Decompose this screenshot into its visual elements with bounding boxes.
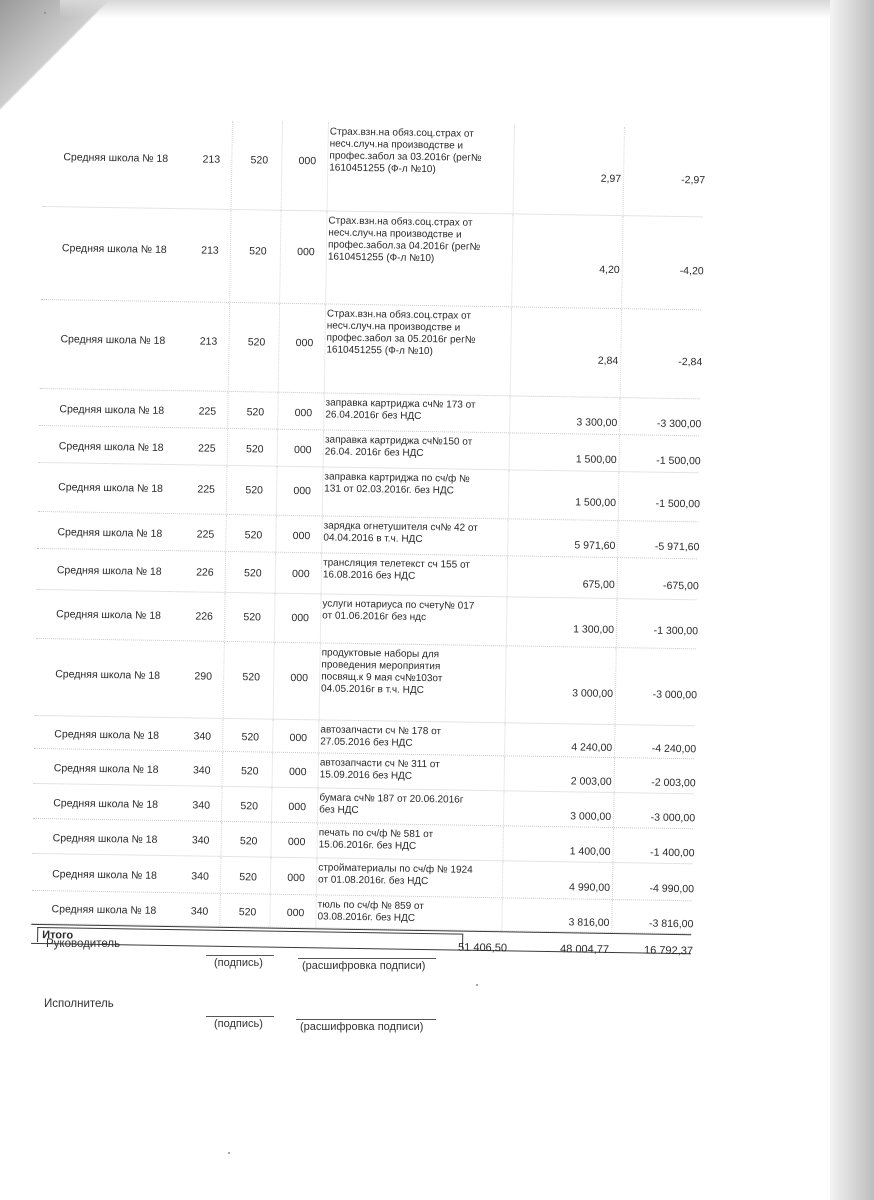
column-divider xyxy=(271,788,273,822)
executor-signature-line xyxy=(206,1016,274,1017)
kosgu-code-cell: 225 xyxy=(197,442,216,455)
negative-amount-cell: -1 500,00 xyxy=(655,497,701,511)
column-divider xyxy=(231,121,233,209)
negative-amount-cell: -3 000,00 xyxy=(650,811,696,825)
column-divider xyxy=(511,214,513,306)
sub-code-cell: 000 xyxy=(291,611,310,625)
budget-code-cell: 520 xyxy=(250,154,269,167)
school-name-cell: Средняя школа № 18 xyxy=(53,762,159,776)
description-cell: заправка картриджа сч№ 173 от 26.04.2016г без НДС xyxy=(325,397,476,422)
column-divider xyxy=(508,470,510,518)
budget-code-cell: 520 xyxy=(245,484,264,497)
negative-amount-cell: -2,97 xyxy=(681,174,706,187)
column-divider xyxy=(618,472,620,520)
amount-cell: 2,97 xyxy=(600,172,622,186)
school-name-cell: Средняя школа № 18 xyxy=(58,440,164,454)
description-cell: заправка картриджа сч№150 от 26.04. 2016г без НДС xyxy=(324,434,473,460)
column-divider xyxy=(272,720,274,752)
description-cell: автозапчасти сч № 178 от 27.05.2016 без НДС xyxy=(320,724,442,749)
description-cell: Страх.взн.на обяз.соц.страх от несч.случ.на производстве и профес.забол.за 04.2016г (рег№ 1610451255 (Ф-л №10) xyxy=(327,215,481,265)
negative-amount-cell: -5 971,60 xyxy=(654,540,700,554)
amount-cell: 1 500,00 xyxy=(575,496,617,510)
description-cell: продуктовые наборы для проведения мероприятия посвящ.к 9 мая сч№103от 04.05.2016г в т.ч. НДС xyxy=(320,647,443,697)
total-label: Итого xyxy=(37,927,463,949)
amount-cell: 675,00 xyxy=(582,578,615,592)
school-name-cell: Средняя школа № 18 xyxy=(55,668,161,682)
amount-cell: 2 003,00 xyxy=(570,775,612,788)
school-name-cell: Средняя школа № 18 xyxy=(59,403,165,417)
amount-cell: 4,20 xyxy=(599,263,620,277)
negative-amount-cell: -2 003,00 xyxy=(651,776,696,790)
column-divider xyxy=(277,430,279,466)
column-divider xyxy=(224,593,226,641)
column-divider xyxy=(223,642,225,718)
description-cell: услуги нотариуса по счету№ 017 от 01.06.2016г без ндс xyxy=(322,598,475,624)
kosgu-code-cell: 226 xyxy=(195,610,214,623)
kosgu-code-cell: 225 xyxy=(198,405,217,418)
total-col1: 51 406,50 xyxy=(457,941,508,955)
column-divider xyxy=(222,752,224,786)
budget-code-cell: 520 xyxy=(243,611,262,624)
sub-code-cell: 000 xyxy=(290,671,309,685)
school-name-cell: Средняя школа № 18 xyxy=(51,903,157,917)
budget-code-cell: 520 xyxy=(249,245,267,258)
scan-right-edge xyxy=(830,0,874,1200)
school-name-cell: Средняя школа № 18 xyxy=(54,728,160,742)
column-divider xyxy=(221,787,223,821)
budget-code-cell: 520 xyxy=(241,731,260,744)
description-cell: Страх.взн.на обяз.соц.страх от несч.случ.на производстве и профес.забол за 03.2016г (рег№ 1610451255 (Ф-л №10) xyxy=(329,126,482,176)
table-row xyxy=(43,118,704,217)
budget-code-cell: 520 xyxy=(240,800,259,813)
negative-amount-cell: -4,20 xyxy=(679,265,704,278)
description-cell: печать по сч/ф № 581 от 15.06.2016г. без НДС xyxy=(318,827,434,852)
sub-code-cell: 000 xyxy=(286,906,305,920)
column-divider xyxy=(275,553,277,593)
total-col2: 48 004,77 xyxy=(559,943,610,956)
scan-top-shadow xyxy=(60,0,840,18)
negative-amount-cell: -4 240,00 xyxy=(651,742,697,756)
sub-code-cell: 000 xyxy=(292,567,310,581)
column-divider xyxy=(225,515,227,551)
column-divider xyxy=(507,556,509,596)
budget-code-cell: 520 xyxy=(239,835,258,848)
sub-code-cell: 000 xyxy=(288,800,307,814)
column-divider xyxy=(274,594,276,642)
column-divider xyxy=(272,753,274,787)
column-divider xyxy=(227,429,229,465)
negative-amount-cell: -3 000,00 xyxy=(652,688,698,702)
negative-amount-cell: -4 990,00 xyxy=(649,882,695,896)
executor-decode-caption: (расшифровка подписи) xyxy=(300,1021,424,1033)
executor-decode-line xyxy=(296,1019,436,1020)
executor-signature-caption: (подпись) xyxy=(214,1018,263,1030)
amount-cell: 4 240,00 xyxy=(571,741,613,755)
school-name-cell: Средняя школа № 18 xyxy=(53,797,159,811)
budget-code-cell: 520 xyxy=(245,443,264,456)
sub-code-cell: 000 xyxy=(297,245,315,259)
kosgu-code-cell: 225 xyxy=(197,483,216,496)
sub-code-cell: 000 xyxy=(287,871,305,885)
column-divider xyxy=(222,719,224,751)
description-cell: трансляция телетекст сч 155 от 16.08.2016 без НДС xyxy=(322,557,471,582)
column-divider xyxy=(616,599,618,647)
column-divider xyxy=(505,646,507,722)
column-divider xyxy=(513,125,515,213)
column-divider xyxy=(269,895,271,927)
budget-code-cell: 520 xyxy=(246,406,265,419)
kosgu-code-cell: 226 xyxy=(196,566,214,579)
budget-code-cell: 520 xyxy=(244,529,263,542)
column-divider xyxy=(617,558,619,598)
column-divider xyxy=(506,597,508,645)
head-label: Руководитель xyxy=(46,938,121,950)
head-signature-line xyxy=(206,955,274,956)
scan-speck xyxy=(228,1152,230,1154)
budget-code-cell: 520 xyxy=(242,671,261,684)
school-name-cell: Средняя школа № 18 xyxy=(52,868,157,882)
amount-cell: 3 000,00 xyxy=(572,687,614,701)
school-name-cell: Средняя школа № 18 xyxy=(52,832,158,846)
sub-code-cell: 000 xyxy=(298,155,317,168)
kosgu-code-cell: 340 xyxy=(191,870,209,883)
column-divider xyxy=(510,307,512,395)
sub-code-cell: 000 xyxy=(295,336,314,350)
column-divider xyxy=(278,304,280,392)
amount-cell: 1 300,00 xyxy=(573,623,615,637)
column-divider xyxy=(225,552,227,592)
negative-amount-cell: -3 816,00 xyxy=(648,917,694,931)
sub-code-cell: 000 xyxy=(287,835,306,849)
description-cell: автозапчасти сч № 311 от 15.09.2016 без НДС xyxy=(319,757,440,782)
column-divider xyxy=(273,643,275,719)
column-divider xyxy=(615,648,617,724)
column-divider xyxy=(279,211,281,303)
amount-cell: 3 300,00 xyxy=(576,416,618,430)
table-row xyxy=(41,207,702,310)
sub-code-cell: 000 xyxy=(288,765,307,779)
kosgu-code-cell: 340 xyxy=(193,730,212,743)
negative-amount-cell: -2,84 xyxy=(678,355,703,369)
school-name-cell: Средняя школа № 18 xyxy=(57,526,163,540)
column-divider xyxy=(623,127,625,215)
column-divider xyxy=(228,303,230,391)
column-divider xyxy=(220,822,222,856)
column-divider xyxy=(275,516,277,552)
school-name-cell: Средняя школа № 18 xyxy=(56,608,162,622)
head-decode-caption: (расшифровка подписи) xyxy=(302,960,426,972)
scan-speck xyxy=(476,984,478,986)
kosgu-code-cell: 225 xyxy=(196,528,215,541)
column-divider xyxy=(219,894,221,926)
description-cell: стройматериалы по сч/ф № 1924 от 01.08.2016г. без НДС xyxy=(317,862,473,888)
negative-amount-cell: -1 500,00 xyxy=(656,454,701,468)
column-divider xyxy=(277,393,279,429)
column-divider xyxy=(270,823,272,857)
amount-cell: 3 816,00 xyxy=(568,916,610,929)
budget-code-cell: 520 xyxy=(239,871,257,884)
kosgu-code-cell: 213 xyxy=(199,335,218,348)
school-name-cell: Средняя школа № 18 xyxy=(56,564,162,578)
amount-cell: 3 000,00 xyxy=(570,810,612,823)
total-col3: 16 792,37 xyxy=(643,944,694,958)
scan-speck xyxy=(44,12,46,14)
amount-cell: 4 990,00 xyxy=(569,881,611,894)
school-name-cell: Средняя школа № 18 xyxy=(60,333,166,347)
kosgu-code-cell: 340 xyxy=(192,799,211,812)
column-divider xyxy=(220,857,222,893)
sub-code-cell: 000 xyxy=(292,529,311,543)
kosgu-code-cell: 213 xyxy=(201,244,219,257)
sub-code-cell: 000 xyxy=(293,443,312,457)
negative-amount-cell: -1 300,00 xyxy=(653,624,699,638)
negative-amount-cell: -1 400,00 xyxy=(650,846,695,860)
kosgu-code-cell: 213 xyxy=(202,153,221,166)
column-divider xyxy=(229,210,231,302)
negative-amount-cell: -3 300,00 xyxy=(656,417,702,431)
kosgu-code-cell: 340 xyxy=(191,834,210,847)
amount-cell: 5 971,60 xyxy=(574,539,616,553)
budget-code-cell: 520 xyxy=(247,336,266,349)
amount-cell: 2,84 xyxy=(597,354,619,368)
amount-cell: 1 400,00 xyxy=(569,845,611,858)
school-name-cell: Средняя школа № 18 xyxy=(58,481,164,495)
description-cell: тюль по сч/ф № 859 от 03.08.2016г. без НДС xyxy=(317,899,424,924)
table-row xyxy=(40,300,701,399)
amount-cell: 1 500,00 xyxy=(575,453,617,467)
kosgu-code-cell: 340 xyxy=(192,764,211,777)
kosgu-code-cell: 290 xyxy=(194,670,213,683)
budget-code-cell: 520 xyxy=(240,765,259,778)
expense-table xyxy=(31,118,706,958)
column-divider xyxy=(620,309,622,397)
column-divider xyxy=(621,216,623,308)
column-divider xyxy=(227,392,229,428)
description-cell: бумага сч№ 187 от 20.06.2016г без НДС xyxy=(319,792,464,817)
column-divider xyxy=(226,466,228,514)
head-signature-caption: (подпись) xyxy=(214,957,263,969)
school-name-cell: Средняя школа № 18 xyxy=(61,242,167,256)
sub-code-cell: 000 xyxy=(293,484,312,498)
executor-label: Исполнитель xyxy=(44,998,114,1010)
description-cell: зарядка огнетушителя сч№ 42 от 04.04.2016 в т.ч. НДС xyxy=(323,520,478,545)
column-divider xyxy=(270,858,272,894)
column-divider xyxy=(276,467,278,515)
folded-corner-shadow xyxy=(0,0,120,120)
budget-code-cell: 520 xyxy=(244,567,262,580)
negative-amount-cell: -675,00 xyxy=(663,579,699,593)
budget-code-cell: 520 xyxy=(238,906,257,919)
school-name-cell: Средняя школа № 18 xyxy=(63,151,169,165)
kosgu-code-cell: 340 xyxy=(190,905,209,918)
table-row xyxy=(35,639,696,726)
sub-code-cell: 000 xyxy=(289,731,308,745)
column-divider xyxy=(281,122,283,210)
head-decode-line xyxy=(298,958,436,959)
description-cell: заправка картриджа по сч/ф № 131 от 02.03.2016г. без НДС xyxy=(324,471,470,497)
description-cell: Страх.взн.на обяз.соц.страх от несч.случ.на производстве и профес.забол за 05.2016г рег№ 1610451255 (Ф-л №10) xyxy=(326,308,476,358)
sub-code-cell: 000 xyxy=(294,406,313,420)
